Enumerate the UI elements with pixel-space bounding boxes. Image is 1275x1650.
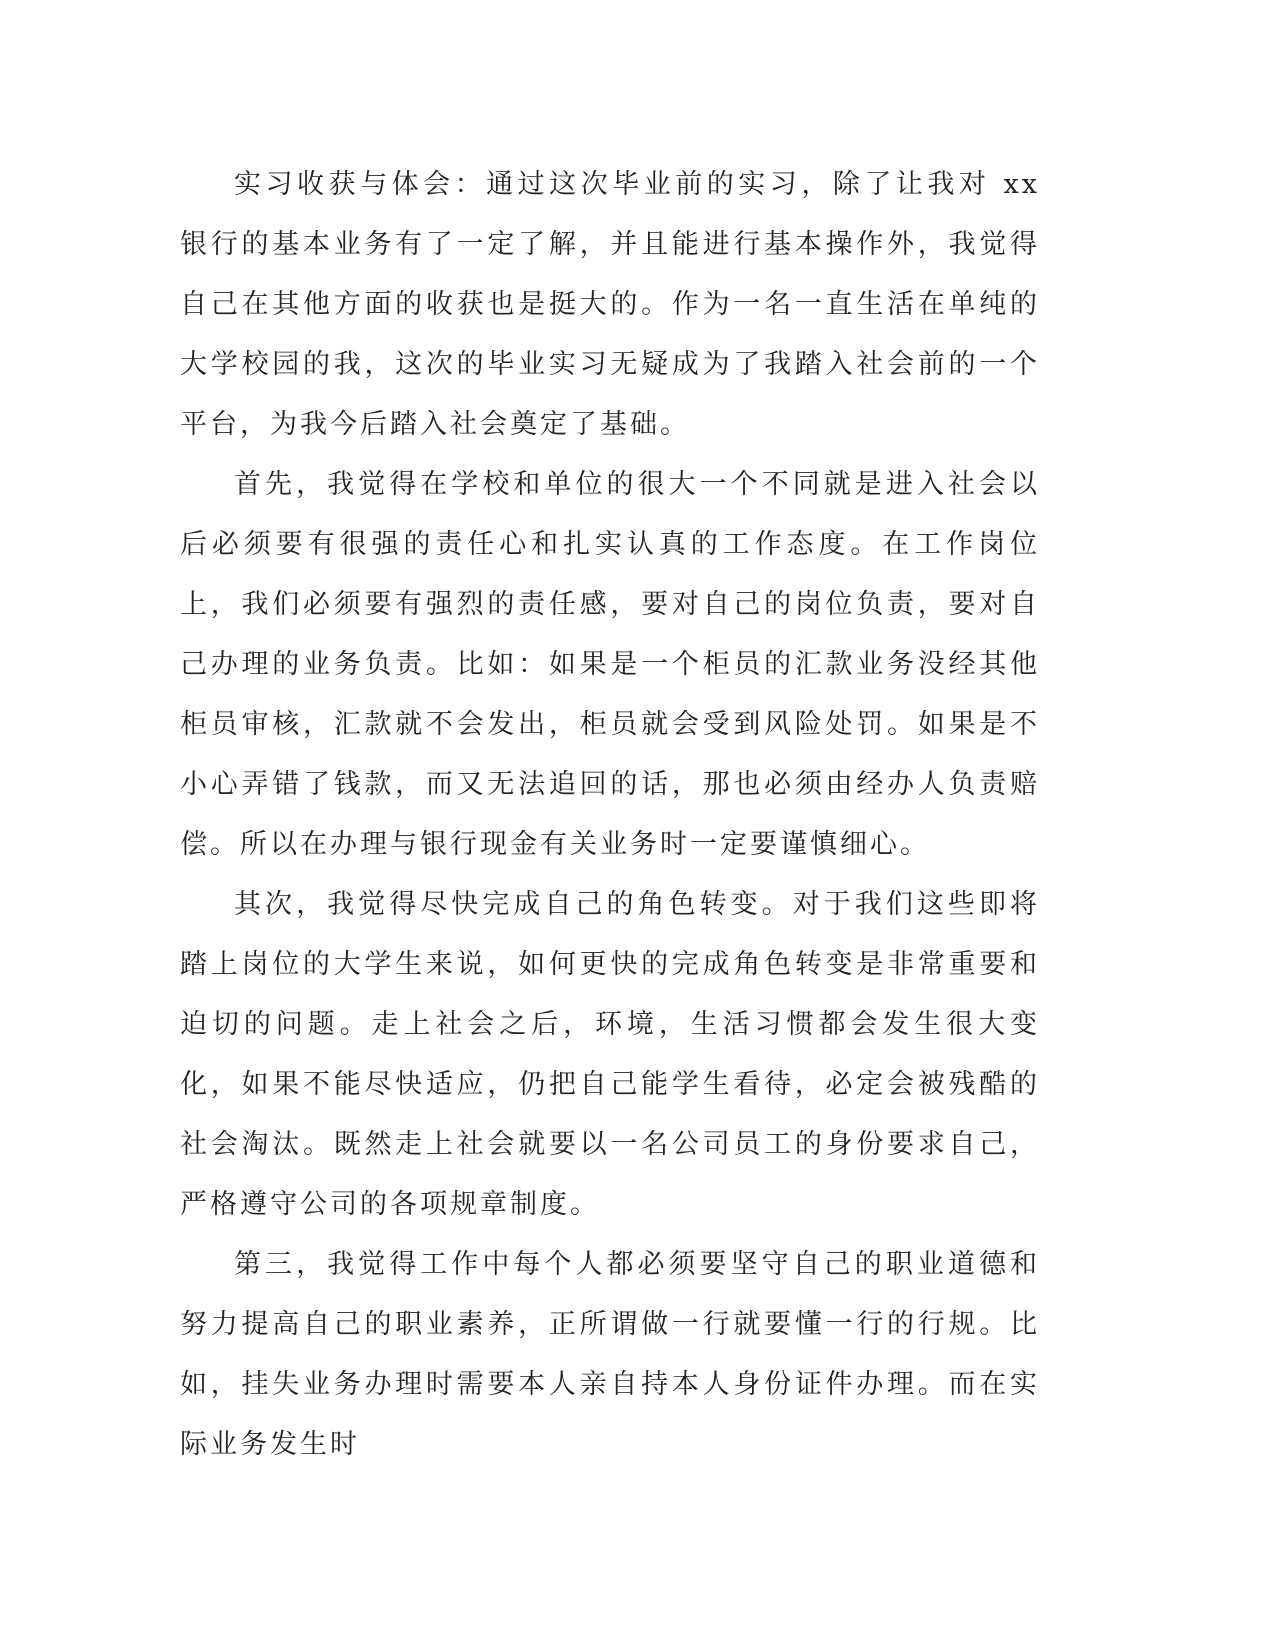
paragraph-first-point: 首先，我觉得在学校和单位的很大一个不同就是进入社会以后必须要有很强的责任心和扎实认真的工作态度。在工作岗位上，我们必须要有强烈的责任感，要对自己的岗位负责，要对自己办理的业务负责。比如：如果是一个柜员的汇款业务没经其他柜员审核，汇款就不会发出，柜员就会受到风险处罚。如果是不小心弄错了钱款，而又无法追回的话，那也必须由经办人负责赔偿。所以在办理与银行现金有关业务时一定要谨慎细心。 [180, 469, 1040, 860]
paragraph-internship-gains: 实习收获与体会：通过这次毕业前的实习，除了让我对 xx 银行的基本业务有了一定了解，并且能进行基本操作外，我觉得自己在其他方面的收获也是挺大的。作为一名一直生活在单纯的大学校园的我，这次的毕业实习无疑成为了我踏入社会前的一个平台，为我今后踏入社会奠定了基础。 [180, 169, 1040, 440]
paragraph-second-point: 其次，我觉得尽快完成自己的角色转变。对于我们这些即将踏上岗位的大学生来说，如何更快的完成角色转变是非常重要和迫切的问题。走上社会之后，环境，生活习惯都会发生很大变化，如果不能尽快适应，仍把自己能学生看待，必定会被残酷的社会淘汰。既然走上社会就要以一名公司员工的身份要求自己，严格遵守公司的各项规章制度。 [180, 889, 1040, 1220]
document-body [180, 155, 1040, 1475]
paragraph-third-point: 第三，我觉得工作中每个人都必须要坚守自己的职业道德和努力提高自己的职业素养，正所谓做一行就要懂一行的行规。比如，挂失业务办理时需要本人亲自持本人身份证件办理。而在实际业务发生时 [180, 1249, 1040, 1460]
